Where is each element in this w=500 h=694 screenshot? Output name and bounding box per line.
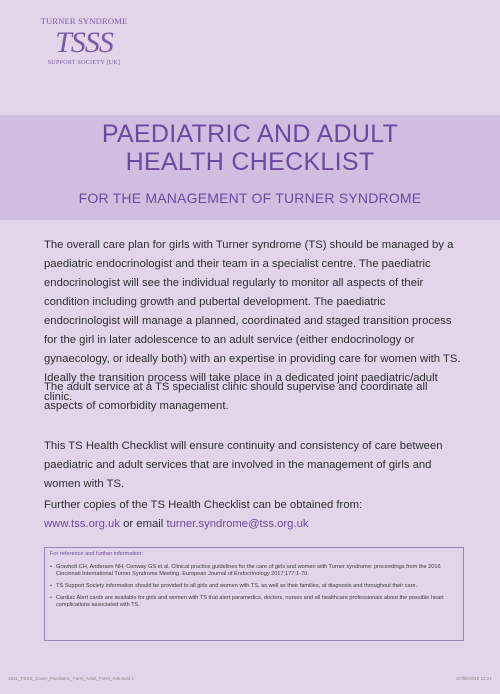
reference-text: Gravholt CH, Andersen NH, Conway GS et al. Clinical practice guidelines for the care of girls and women with Turner syndrome: proceedings from the 2016 Cincinnati International Turner Syndrome Meeting. European Journal of Endocrinology 2017;177:1-70. (56, 564, 441, 577)
bullet-icon: • (50, 595, 52, 601)
email-link[interactable]: turner.syndrome@tss.org.uk (166, 518, 309, 530)
reference-box (44, 547, 464, 641)
reference-text: TS Support Society information should be provided to all girls and women with TS, as well as their families, at diagnosis and throughout their care. (56, 583, 418, 589)
reference-item (50, 564, 455, 578)
adult-service-paragraph: The adult service at a TS specialist clinic should supervise and coordinate all aspects of comorbidity management. (44, 381, 428, 412)
copies-contact-line (44, 515, 464, 534)
copies-intro: Further copies of the TS Health Checklist can be obtained from: (44, 499, 363, 511)
copies-paragraph (44, 496, 464, 534)
reference-text: Cardiac Alert cards are available for girls and women with TS that alert paramedics, doctors, nurses and all healthcare professionals about the possible heart complications associated with TS. (56, 595, 444, 608)
page-subtitle: FOR THE MANAGEMENT OF TURNER SYNDROME (78, 190, 422, 206)
logo-org-bottom: SUPPORT SOCIETY [UK] (47, 60, 121, 66)
page-title-line-2: HEALTH CHECKLIST (125, 148, 375, 176)
page-title-line-1: PAEDIATRIC AND ADULT (101, 120, 399, 148)
logo-mark: TSSS (55, 26, 113, 59)
reference-item (50, 595, 455, 609)
reference-list (50, 564, 455, 614)
intro-paragraph: The overall care plan for girls with Turner syndrome (TS) should be managed by a paediatric endocrinologist and their team in a specialist centre. The paediatric endocrinologist will see the individual regularly to monitor all aspects of their condition including growth and pubertal development. The paediatric endocrinologist will manage a planned, coordinated and staged transition process for the girl in later adolescence to an adult service (either endocrinology or gynaecology, or ideally both) with an expertise in providing care for women with TS. Ideally the transition process will take place in a dedicated joint paediatric/adult clinic. (44, 239, 461, 403)
print-slug-filename: 1611_TSSS_Cover_Paediatric_Form_Adult_Form_A4k.indd 1 (8, 676, 135, 681)
reference-heading: For reference and further information: (50, 551, 143, 557)
logo-org-top: TURNER SYNDROME (40, 16, 128, 26)
tsss-logo (34, 16, 134, 66)
reference-item (50, 583, 455, 590)
continuity-paragraph: This TS Health Checklist will ensure continuity and consistency of care between paediatric and adult services that are involved in the management of girls and women with TS. (44, 440, 443, 490)
website-link[interactable]: www.tss.org.uk (44, 518, 120, 530)
copies-connector: or email (119, 518, 167, 530)
bullet-icon: • (50, 583, 52, 589)
bullet-icon: • (50, 564, 52, 570)
print-slug-timestamp: 27/06/2019 13:21 (456, 676, 492, 681)
